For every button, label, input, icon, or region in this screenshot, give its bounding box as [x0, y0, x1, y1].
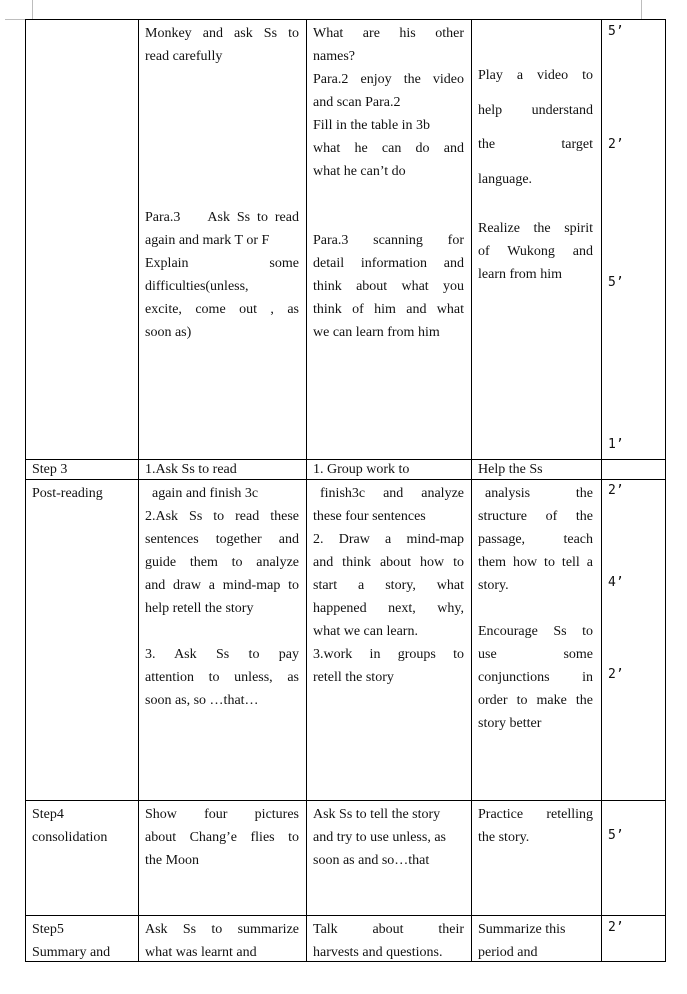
- text-line: the story.: [478, 830, 530, 845]
- text-line: and try to use unless, as: [313, 830, 446, 845]
- text-line: Para.3 scanning for: [313, 233, 464, 248]
- text-line: them how to tell a: [478, 555, 593, 570]
- table-row-continued: [25, 19, 666, 459]
- time-minutes: 5’: [608, 828, 624, 843]
- text-line: we can learn from him: [313, 325, 440, 340]
- text-line: Step4: [32, 807, 64, 822]
- text-line: start a story, what: [313, 578, 464, 593]
- time-minutes: 5’: [608, 24, 624, 39]
- text-line: Monkey and ask Ss to: [145, 26, 299, 41]
- purpose-cell: [478, 59, 593, 197]
- text-line: think about what you: [313, 279, 464, 294]
- step-label: [32, 803, 107, 849]
- time-minutes: 4’: [608, 575, 624, 590]
- purpose-cell: [478, 918, 593, 964]
- teacher-activity-cell-conjunctions: [145, 643, 299, 712]
- text-line: and think about how to: [313, 555, 464, 570]
- text-line: detail information and: [313, 256, 464, 271]
- time-minutes: 2’: [608, 483, 624, 498]
- text-line: retell the story: [313, 670, 394, 685]
- step-label: [32, 918, 110, 964]
- text-line: story better: [478, 716, 542, 731]
- purpose-cell: [478, 803, 593, 849]
- step-label: Post-reading: [32, 486, 103, 501]
- text-line: attention to unless, as: [145, 670, 299, 685]
- student-activity-cell: [313, 803, 464, 872]
- text-line: of Wukong and: [478, 244, 593, 259]
- text-line: guide them to analyze: [145, 555, 299, 570]
- text-line: consolidation: [32, 830, 108, 845]
- teacher-activity-cell: [145, 918, 299, 964]
- text-line: soon as): [145, 325, 192, 340]
- student-activity-cell-para3: [313, 229, 464, 344]
- student-activity-cell: [313, 22, 464, 183]
- text-line: difficulties(unless,: [145, 279, 249, 294]
- text-line: and draw a mind-map to: [145, 578, 299, 593]
- time-minutes: 5’: [608, 275, 624, 290]
- text-line: Talk about their: [313, 922, 464, 937]
- table-row-step3: [25, 459, 666, 479]
- teacher-activity-cell: [145, 482, 299, 620]
- text-line: conjunctions in: [478, 670, 593, 685]
- text-line: Show four pictures: [145, 807, 299, 822]
- text-line: sentences together and: [145, 532, 299, 547]
- text-line: 2.Ask Ss to read these: [145, 509, 299, 524]
- text-line: story.: [478, 578, 509, 593]
- text-line: 1.Ask Ss to read: [145, 462, 237, 477]
- step-label: Step 3: [32, 462, 68, 477]
- teacher-activity-cell: [145, 803, 299, 872]
- text-line: happened next, why,: [313, 601, 464, 616]
- text-line: what he can do and: [313, 141, 464, 156]
- text-line: what we can learn.: [313, 624, 418, 639]
- text-line: what was learnt and: [145, 945, 257, 960]
- time-minutes: 2’: [608, 137, 624, 152]
- time-minutes: 2’: [608, 920, 624, 935]
- teacher-activity-cell-para3: [145, 206, 299, 344]
- text-line: harvests and questions.: [313, 945, 443, 960]
- text-line: think of him and what: [313, 302, 464, 317]
- text-line: soon as, so …that…: [145, 693, 259, 708]
- text-line: again and mark T or F: [145, 233, 270, 248]
- lesson-plan-table: [25, 19, 666, 962]
- table-row-step4: [25, 800, 666, 915]
- text-line: help understand: [478, 102, 593, 118]
- text-line: structure of the: [478, 509, 593, 524]
- text-line: Help the Ss: [478, 462, 543, 477]
- text-line: excite, come out , as: [145, 302, 299, 317]
- text-line: Encourage Ss to: [478, 624, 593, 639]
- text-line: Practice retelling: [478, 807, 593, 822]
- text-line: Summary and: [32, 945, 111, 960]
- text-line: the target: [478, 137, 593, 152]
- purpose-cell-encourage: [478, 620, 593, 735]
- text-line: language.: [478, 171, 533, 187]
- purpose-cell-spirit: [478, 217, 593, 286]
- text-line: use some: [478, 647, 593, 662]
- time-minutes: 1’: [608, 437, 624, 452]
- text-line: the Moon: [145, 853, 200, 868]
- text-line: Play a video to: [478, 68, 593, 83]
- text-line: read carefully: [145, 49, 223, 64]
- text-line: about Chang’e flies to: [145, 830, 299, 845]
- text-line: help retell the story: [145, 601, 254, 616]
- text-line: 2. Draw a mind-map: [313, 532, 464, 547]
- text-line: 1. Group work to: [313, 462, 410, 477]
- page-margin-mark-left: [32, 0, 33, 19]
- table-row-step5: [25, 915, 666, 961]
- text-line: what he can’t do: [313, 164, 406, 179]
- text-line: again and finish 3c: [152, 486, 259, 501]
- text-line: learn from him: [478, 267, 562, 282]
- text-line: these four sentences: [313, 509, 426, 524]
- teacher-activity-cell: [145, 22, 299, 68]
- text-line: soon as and so…that: [313, 853, 430, 868]
- text-line: What are his other: [313, 26, 464, 41]
- time-minutes: 2’: [608, 667, 624, 682]
- purpose-cell: [478, 482, 593, 597]
- page-margin-mark-left-h: [5, 19, 25, 20]
- text-line: Explain some: [145, 256, 299, 271]
- text-line: Summarize this: [478, 922, 566, 937]
- text-line: Para.3 Ask Ss to read: [145, 210, 299, 225]
- text-line: Realize the spirit: [478, 221, 593, 236]
- text-line: and scan Para.2: [313, 95, 401, 110]
- student-activity-cell: [313, 918, 464, 964]
- table-row-post-reading: [25, 479, 666, 800]
- text-line: finish3c and analyze: [320, 486, 464, 501]
- student-activity-cell: [313, 482, 464, 689]
- text-line: Ask Ss to tell the story: [313, 807, 441, 822]
- text-line: passage, teach: [478, 532, 593, 547]
- text-line: names?: [313, 49, 355, 64]
- page-margin-mark-right: [641, 0, 642, 19]
- text-line: Fill in the table in 3b: [313, 118, 431, 133]
- text-line: Ask Ss to summarize: [145, 922, 299, 937]
- text-line: 3.work in groups to: [313, 647, 464, 662]
- text-line: Step5: [32, 922, 64, 937]
- text-line: Para.2 enjoy the video: [313, 72, 464, 87]
- text-line: analysis the: [485, 486, 593, 501]
- text-line: 3. Ask Ss to pay: [145, 647, 299, 662]
- text-line: period and: [478, 945, 538, 960]
- text-line: order to make the: [478, 693, 593, 708]
